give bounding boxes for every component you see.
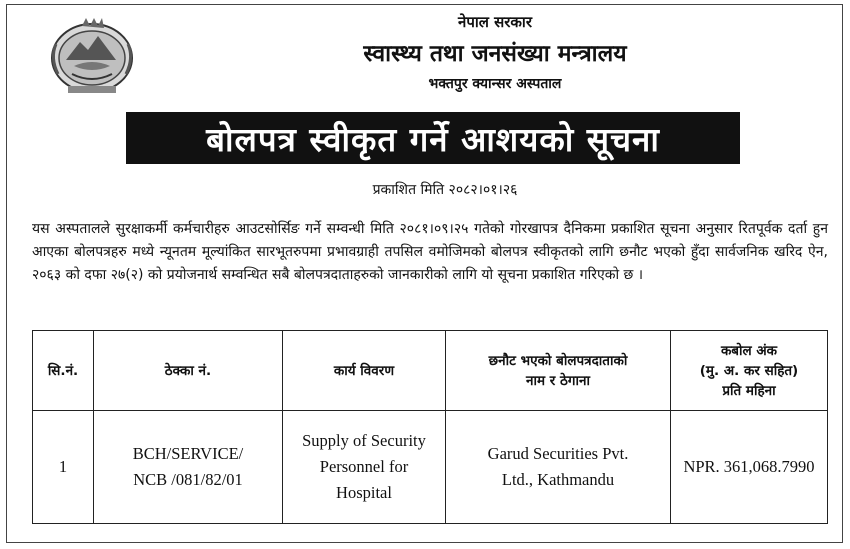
bidder-line: Ltd., Kathmandu: [501, 470, 615, 489]
header-sn: सि.नं.: [33, 331, 94, 411]
work-line: Personnel for: [319, 457, 409, 476]
header-work-description: कार्य विवरण: [283, 331, 446, 411]
notice-title-banner: [126, 112, 740, 164]
header-amount-line: (मु. अ. कर सहित): [699, 362, 799, 379]
contract-line: NCB /081/82/01: [133, 470, 243, 489]
government-name: नेपाल सरकार: [458, 13, 532, 31]
header-bidder-line: छनौट भएको बोलपत्रदाताको: [488, 352, 628, 369]
award-table: [32, 330, 828, 524]
hospital-name: भक्तपुर क्यान्सर अस्पताल: [428, 76, 562, 92]
header-bid-amount: [671, 331, 828, 411]
cell-contract-no: [94, 411, 283, 524]
work-line: Supply of Security: [302, 431, 426, 450]
header-amount-line: कबोल अंक: [720, 342, 778, 359]
bidder-line: Garud Securities Pvt.: [487, 444, 629, 463]
table-header-row: [33, 331, 828, 411]
cell-sn: 1: [33, 411, 94, 524]
cell-selected-bidder: [446, 411, 671, 524]
notice-body: यस अस्पतालले सुरक्षाकर्मी कर्मचारीहरु आउटसोर्सिङ गर्ने सम्वन्धी मिति २०८१।०९।२५ गतेको गोरखापत्र दैनिकमा प्रकाशित सूचना अनुसार रितपूर्वक दर्ता हुन आएका बोलपत्रहरु मध्ये न्यूनतम मूल्यांकित सारभूतरुपमा प्रभावग्राही तपसिल वमोजिमको बोलपत्र स्वीकृतको लागि छनौट भएको हुँदा सार्वजनिक खरिद ऐन, २०६३ को दफा २७(२) को प्रयोजनार्थ सम्वन्धित सबै बोलपत्रदाताहरुको जानकारीको लागि यो सूचना प्रकाशित गरिएको छ ।: [32, 221, 828, 283]
header-bidder-line: नाम र ठेगाना: [526, 372, 590, 389]
contract-line: BCH/SERVICE/: [132, 444, 244, 463]
cell-bid-amount: NPR. 361,068.7990: [671, 411, 828, 524]
work-line: Hospital: [336, 483, 392, 502]
ministry-name: स्वास्थ्य तथा जनसंख्या मन्त्रालय: [363, 41, 627, 67]
published-date: प्रकाशित मिति २०८२।०१।२६: [372, 182, 518, 198]
header-contract-no: ठेक्का नं.: [94, 331, 283, 411]
cell-work-description: [283, 411, 446, 524]
header-amount-line: प्रति महिना: [722, 382, 776, 399]
notice-title: बोलपत्र स्वीकृत गर्ने आशयको सूचना: [206, 119, 660, 159]
header-selected-bidder: [446, 331, 671, 411]
table-row: [33, 411, 828, 524]
